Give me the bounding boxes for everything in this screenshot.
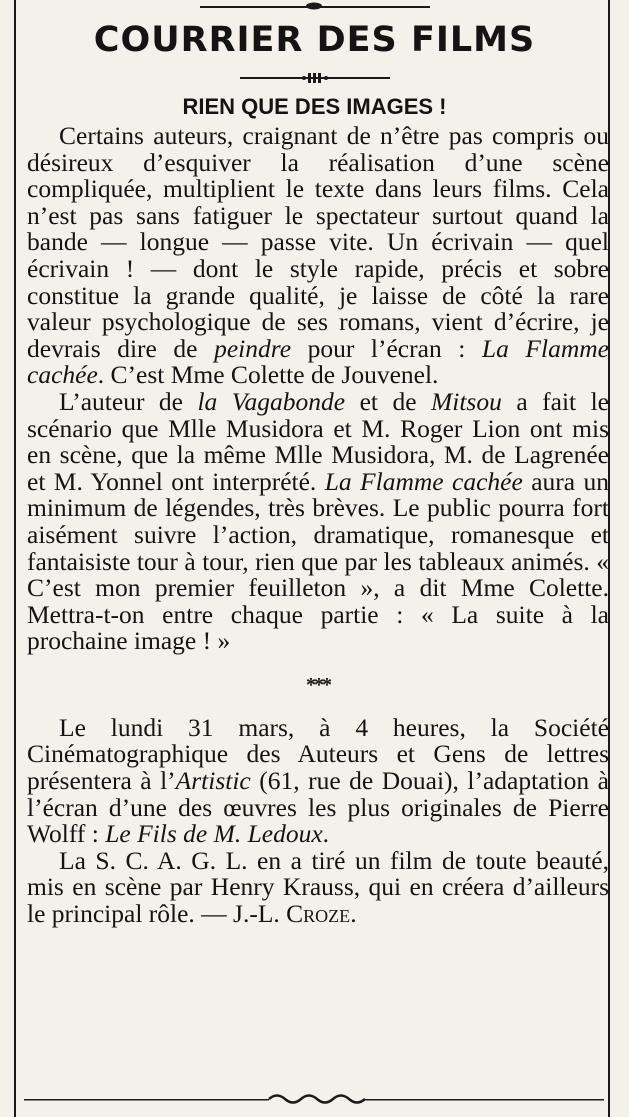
ornamental-rule-icon: [240, 72, 390, 84]
top-ornament-icon: [305, 2, 323, 10]
text-run: Certains auteurs, craignant de n’être pas compris ou désireux d’esquiver la réalisation d’une scène compliquée, multiplient le texte dans leurs films. Cela n’est pas sans fatiguer le spectateur surtout quand la bande — longue — passe vite. Un écrivain — quel écrivain ! — dont le style rapide, précis et sobre constitue la grande qualité, je laisse de côté la rare valeur psychologique de ses romans, vient d’écrire, je devrais dire de: [27, 121, 609, 363]
masthead: COURRIER DES FILMS: [93, 20, 536, 60]
paragraph-3: [27, 712, 609, 849]
article-body: [27, 123, 609, 928]
bottom-ornamental-rule-icon: [24, 1092, 604, 1106]
text-run: pour l’écran :: [291, 333, 482, 363]
text-run: (61, rue de Douai), l’adaptation à l’écran d’une des œuvres les plus originales de Pierre Wolff :: [27, 766, 609, 849]
italic-run: La Flamme cachée: [324, 466, 523, 496]
text-run: . C’est Mme Colette de Jouvenel.: [97, 360, 439, 390]
text-run: et de: [345, 386, 432, 416]
text-run: .: [350, 899, 357, 929]
article-headline: RIEN QUE DES IMAGES !: [182, 94, 447, 119]
author-signature: Croze: [286, 899, 351, 929]
text-run: a fait le scénario que Mlle Musidora et M. Roger Lion ont mis en scène, que la même Mlle Musidora, M. de Lagrenée et M. Yonnel ont interprété.: [27, 386, 609, 496]
text-run: La S. C. A. G. L. en a tiré un film de toute beauté, mis en scène par Henry Krauss, qui en créera d’ailleurs le principal rôle. — J.-L.: [27, 845, 609, 929]
asterism-separator: ***: [306, 673, 330, 696]
italic-run: Artistic: [175, 766, 251, 796]
text-run: aura un minimum de légendes, très brèves. Le public pourra fort aisément suivre l’action, dramatique, romanesque et fantaisiste tour à tour, rien que par les tableaux animés. « C’est mon premier feuilleton », a dit Mme Colette. Mettra-t-on entre chaque partie : « La suite à la prochaine image ! »: [27, 466, 609, 656]
paragraph-2: [27, 386, 609, 656]
text-run: Le lundi 31 mars, à 4 heures, la Société Cinématographique des Auteurs et Gens de lettres présentera à l’: [27, 712, 609, 796]
italic-run: la Vagabonde: [197, 386, 346, 416]
italic-run: La Flamme cachée: [27, 333, 609, 390]
italic-run: peindre: [214, 333, 292, 363]
text-run: .: [322, 819, 330, 849]
italic-run: Mitsou: [431, 386, 502, 416]
paragraph-1: [27, 123, 609, 389]
text-run: L’auteur de: [59, 386, 198, 416]
italic-run: Le Fils de M. Ledoux: [105, 819, 323, 849]
paragraph-4: [27, 845, 609, 929]
